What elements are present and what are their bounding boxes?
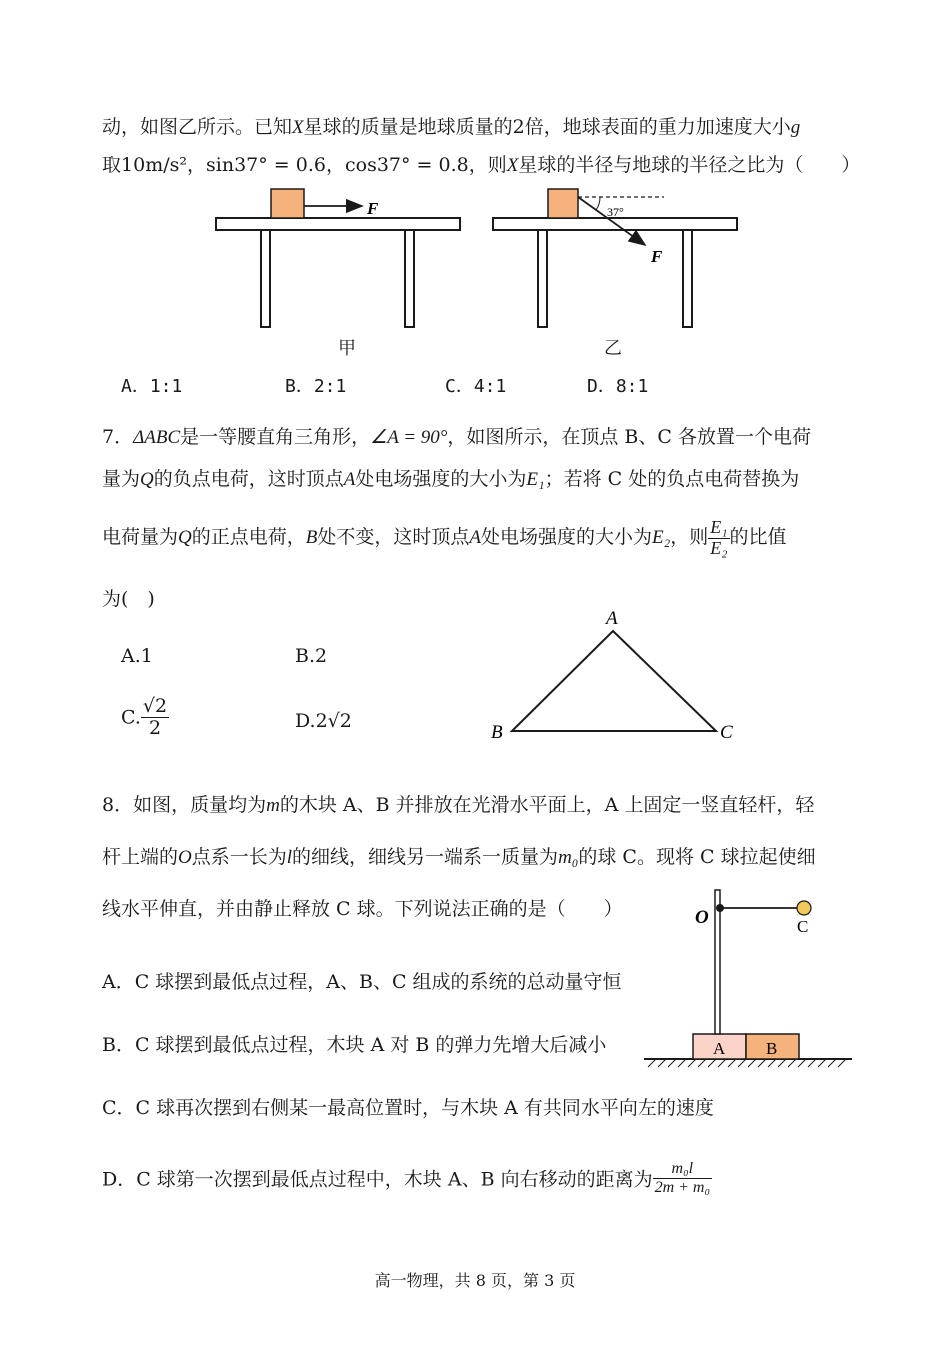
ground-hatching xyxy=(648,1059,846,1067)
number: 2 xyxy=(512,116,525,138)
text: 量为 xyxy=(102,468,141,490)
text: 的木块 A、B 并排放在光滑水平面上，A 上固定一竖直轻杆，轻 xyxy=(279,794,815,816)
q7-option-a: A.1 xyxy=(121,645,153,667)
table-leg xyxy=(538,230,547,327)
q6-option-c: C．4:1 xyxy=(445,376,507,397)
fraction-distance xyxy=(653,1160,712,1196)
var-a: A xyxy=(469,527,481,548)
var-q: Q xyxy=(178,527,192,548)
option-prefix: C. xyxy=(121,706,141,729)
q7-line-2 xyxy=(102,464,799,491)
text: 的比值 xyxy=(729,526,787,548)
q8-option-d xyxy=(102,1160,712,1196)
fraction-sqrt2-2 xyxy=(141,696,169,739)
var-g: g xyxy=(790,117,801,138)
q8-line-2 xyxy=(102,842,816,869)
text: D．C 球第一次摆到最低点过程中，木块 A、B 向右移动的距离为 xyxy=(102,1168,653,1191)
text: 的细线，细线另一端系一质量为 xyxy=(292,846,559,868)
fig-label-jia: 甲 xyxy=(338,338,356,359)
force-label: F xyxy=(367,199,379,218)
page-footer: 高一物理，共 8 页，第 3 页 xyxy=(374,1271,576,1290)
o-label: O xyxy=(695,907,709,928)
q7-option-b: B.2 xyxy=(295,645,328,667)
vertex-a-label: A xyxy=(606,608,618,629)
text: 点系一长为 xyxy=(191,846,287,868)
text: 8．如图，质量均为 xyxy=(102,794,267,816)
q8-option-c: C．C 球再次摆到右侧某一最高位置时，与木块 A 有共同水平向左的速度 xyxy=(102,1097,714,1119)
text: ，则 xyxy=(468,154,507,176)
text: 星球的半径与地球的半径之比为（ ） xyxy=(518,154,861,176)
fraction-numerator: m₀l xyxy=(653,1160,712,1179)
var-e1: E₁ xyxy=(526,469,545,490)
angle-label: 37° xyxy=(607,205,624,219)
q6-option-b: B．2:1 xyxy=(285,376,347,397)
text: 倍，地球表面的重力加速度大小 xyxy=(524,116,791,138)
sin-value: sin37° = 0.6 xyxy=(206,154,326,176)
text: ， xyxy=(186,154,206,176)
ball-c xyxy=(797,901,811,915)
block xyxy=(271,189,304,218)
table-leg xyxy=(261,230,270,327)
q8-option-a: A．C 球摆到最低点过程，A、B、C 组成的系统的总动量守恒 xyxy=(102,971,622,993)
text: 是一等腰直角三角形， xyxy=(180,426,371,448)
text: 的负点电荷，这时顶点 xyxy=(153,468,344,490)
vertex-b-label: B xyxy=(491,722,503,743)
var-e2: E₂ xyxy=(652,527,671,548)
c-label: C xyxy=(797,917,809,936)
var-x: X xyxy=(506,155,519,176)
table-leg xyxy=(405,230,414,327)
table-top xyxy=(216,218,460,230)
block xyxy=(548,189,578,218)
block-a-label: A xyxy=(713,1039,726,1058)
q8-line-1 xyxy=(102,790,814,817)
q8-line-3: 线水平伸直，并由静止释放 C 球。下列说法正确的是（ ） xyxy=(102,898,623,920)
text: ，如图所示，在顶点 B、C 各放置一个电荷 xyxy=(447,426,811,448)
var-a: A xyxy=(343,469,356,490)
var-o: O xyxy=(178,847,192,868)
text: 的正点电荷， xyxy=(191,526,306,548)
angle-arc xyxy=(596,197,600,210)
triangle-symbol: ΔABC xyxy=(133,427,181,448)
q7-option-d: D.2√2 xyxy=(295,710,352,732)
block-b-label: B xyxy=(766,1039,778,1058)
var-b: B xyxy=(305,527,318,548)
text: ， xyxy=(325,154,345,176)
force-label: F xyxy=(651,247,663,266)
var-l: l xyxy=(286,847,293,868)
fraction-numerator: √2 xyxy=(142,695,168,717)
q7-line-1 xyxy=(102,422,811,449)
text: 取 xyxy=(102,154,122,176)
triangle xyxy=(512,631,716,731)
text: 处电场强度的大小为 xyxy=(481,526,653,548)
q7-line-4: 为( ) xyxy=(102,588,155,610)
pivot-o xyxy=(716,904,724,912)
fraction-numerator: E₁ xyxy=(710,516,728,537)
var-q: Q xyxy=(140,469,154,490)
text: 电荷量为 xyxy=(102,526,179,548)
q7-option-c xyxy=(121,696,169,739)
q8-figure xyxy=(644,890,852,1067)
var-x: X xyxy=(292,117,304,138)
fraction-denominator: E₂ xyxy=(710,537,728,558)
var-m: m xyxy=(266,795,280,816)
fraction-e1-e2 xyxy=(708,518,729,559)
vertex-c-label: C xyxy=(720,722,733,743)
q8-option-b: B．C 球摆到最低点过程，木块 A 对 B 的弹力先增大后减小 xyxy=(102,1034,607,1056)
angle-expression: ∠A = 90° xyxy=(370,427,448,448)
text: 杆上端的 xyxy=(102,846,179,868)
text: ；若将 C 处的负点电荷替换为 xyxy=(544,468,800,490)
text: 星球的质量是地球质量的 xyxy=(303,116,513,138)
q7-triangle-figure xyxy=(491,608,733,743)
figure-yi xyxy=(493,189,737,327)
fig-label-yi: 乙 xyxy=(604,338,622,359)
fraction-denominator: 2 xyxy=(148,716,162,739)
text: 的球 C。现将 C 球拉起使细 xyxy=(578,846,816,868)
text: ，则 xyxy=(670,526,709,548)
question-number: 7． xyxy=(102,426,134,448)
q6-option-a: A．1:1 xyxy=(121,376,183,397)
text: 动，如图乙所示。已知 xyxy=(102,116,293,138)
q6-option-d: D．8:1 xyxy=(587,376,649,397)
text: 处不变，这时顶点 xyxy=(317,526,470,548)
table-leg xyxy=(683,230,692,327)
q7-line-3 xyxy=(102,512,787,563)
cos-value: cos37° = 0.8 xyxy=(344,154,469,176)
figure-jia xyxy=(216,189,460,327)
value: 10m/s² xyxy=(121,154,187,176)
text: 处电场强度的大小为 xyxy=(355,468,527,490)
var-m0: m₀ xyxy=(558,847,579,868)
fraction-denominator: 2m + m₀ xyxy=(654,1178,711,1196)
